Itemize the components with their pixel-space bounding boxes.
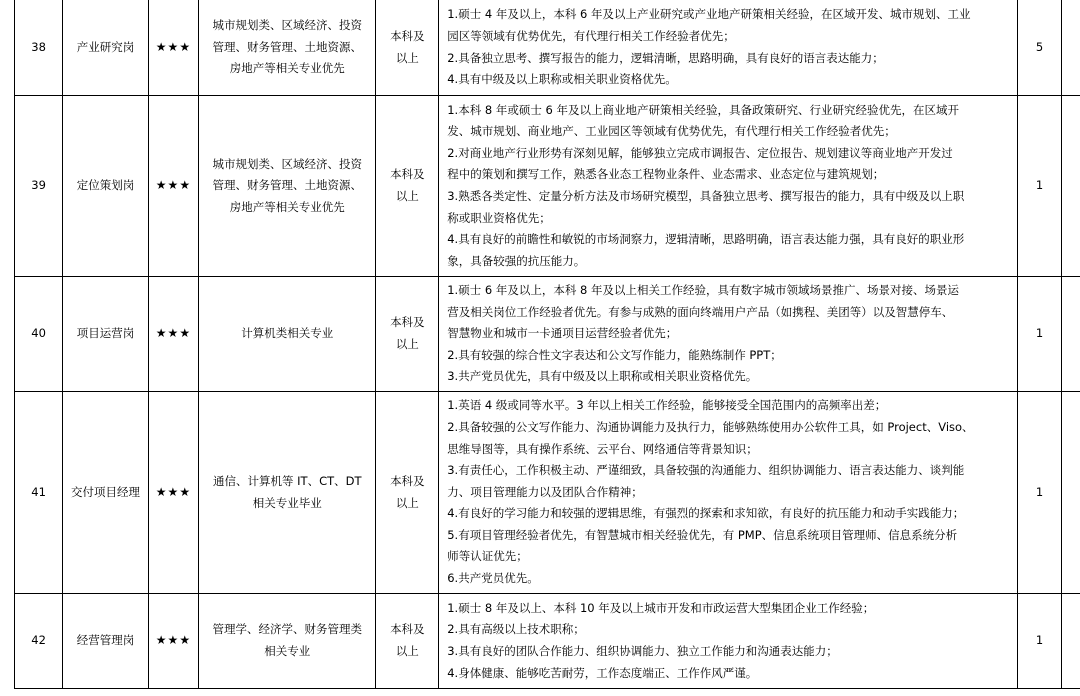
education-cell [376,277,439,392]
headcount: 1 [1017,277,1062,392]
row-number: 39 [15,96,63,277]
requirements-cell [439,277,1017,392]
requirement-line: 营及相关岗位工作经验者优先。有参与成熟的面向终端用户产品（如携程、美团等）以及智慧停车、 [447,304,954,319]
major-line: 房地产等相关专业优先 [229,61,345,76]
major-line: 房地产等相关专业优先 [229,199,345,214]
major-line: 相关专业 [264,644,311,658]
requirements-cell [439,96,1017,277]
headcount: 5 [1017,0,1062,96]
recruitment-table [14,0,1080,689]
row-number: 42 [15,594,63,689]
education-cell [376,0,439,96]
education-line: 本科及 [390,167,425,182]
major-cell [199,277,376,392]
requirement-line: 2.对商业地产行业形势有深刻见解，能够独立完成市调报告、定位报告、规划建议等商业地产开发过 [447,145,953,160]
major-line: 管理、财务管理、土地资源、 [212,178,363,193]
requirement-line: 师等认证优先； [447,549,528,564]
major-line: 管理学、经济学、财务管理类 [212,622,363,637]
requirement-line: 力、项目管理能力以及团队合作精神； [447,484,643,499]
requirement-line: 发、城市规划、商业地产、工业园区等领域有优势优先，有代理行相关工作经验者优先； [447,124,896,139]
position-name: 经营管理岗 [63,594,149,689]
requirement-line: 3.具有良好的团队合作能力、组织协调能力、独立工作能力和沟通表达能力； [447,644,838,658]
headcount: 1 [1017,96,1062,277]
requirement-line: 1.硕士 6 年及以上，本科 8 年及以上相关工作经验，具有数字城市领域场景推广、场景对接、场景运 [447,283,959,298]
education-line: 本科及 [390,622,425,637]
table-row [15,392,1080,594]
education-line: 以上 [395,495,419,510]
requirement-line: 6.共产党员优先。 [447,571,539,586]
requirement-line: 3.有责任心，工作积极主动、严谨细致，具备较强的沟通能力、组织协调能力、语言表达能力、谈判能 [447,463,965,478]
table-row [15,96,1080,277]
requirement-line: 1.硕士 4 年及以上，本科 6 年及以上产业研究或产业地产研策相关经验，在区域开发、城市规划、工业 [447,7,971,22]
requirement-line: 4.身体健康、能够吃苦耐劳，工作态度端正、工作作风严谨。 [447,665,758,680]
requirement-line: 4.具有良好的前瞻性和敏锐的市场洞察力，逻辑清晰，思路明确，语言表达能力强，具有良好的职业形 [447,232,965,247]
major-cell [199,96,376,277]
education-line: 以上 [395,189,419,203]
headcount: 1 [1017,392,1062,594]
major-cell [199,392,376,594]
requirement-line: 2.具有高级以上技术职称； [447,622,585,637]
education-cell [376,96,439,277]
headcount: 1 [1017,594,1062,689]
education-cell [376,594,439,689]
rating-stars: ★★★ [148,96,198,277]
major-cell [199,594,376,689]
requirements-cell [439,594,1017,689]
requirement-line: 1.本科 8 年或硕士 6 年及以上商业地产研策相关经验，具备政策研究、行业研究经验优先，在区域开 [447,102,959,117]
requirements-cell [439,0,1017,96]
major-line: 城市规划类、区域经济、投资 [212,18,363,33]
trailing-column [1062,0,1080,96]
requirement-line: 象，具备较强的抗压能力。 [447,253,586,268]
major-line: 城市规划类、区域经济、投资 [212,156,363,171]
requirements-cell [439,392,1017,594]
requirement-line: 称或职业资格优先； [447,210,551,225]
major-line: 计算机类相关专业 [241,326,334,341]
position-name: 交付项目经理 [63,392,149,594]
requirement-line: 2.具备独立思考、撰写报告的能力，逻辑清晰，思路明确，具有良好的语言表达能力； [447,50,884,65]
position-name: 定位策划岗 [63,96,149,277]
trailing-column [1062,392,1080,594]
education-line: 以上 [395,644,419,658]
major-line: 通信、计算机等 IT、CT、DT [213,473,362,488]
trailing-column [1062,277,1080,392]
education-line: 以上 [395,337,419,351]
requirement-line: 3.熟悉各类定性、定量分析方法及市场研究模型，具备独立思考、撰写报告的能力，具有中级及以上职 [447,189,965,203]
requirement-line: 5.有项目管理经验者优先，有智慧城市相关经验优先，有 PMP、信息系统项目管理师、信息系统分析 [447,527,958,542]
requirement-line: 园区等领域有优势优先，有代理行相关工作经验者优先； [447,28,735,43]
rating-stars: ★★★ [148,0,198,96]
rating-stars: ★★★ [148,392,198,594]
major-line: 相关专业毕业 [252,495,322,510]
table-row [15,594,1080,689]
table-row [15,277,1080,392]
major-line: 管理、财务管理、土地资源、 [212,39,363,54]
requirement-line: 2.具备较强的公文写作能力、沟通协调能力及执行力，能够熟练使用办公软件工具，如 Project、Viso、 [447,419,974,434]
table-row [15,0,1080,96]
education-line: 本科及 [390,473,425,488]
requirement-line: 4.具有中级及以上职称或相关职业资格优先。 [447,72,677,87]
requirement-line: 思维导图等，具有操作系统、云平台、网络通信等背景知识； [447,441,758,456]
requirement-line: 2.具有较强的综合性文字表达和公文写作能力，能熟练制作 PPT； [447,347,782,362]
rating-stars: ★★★ [148,277,198,392]
position-name: 产业研究岗 [63,0,149,96]
major-cell [199,0,376,96]
requirement-line: 1.硕士 8 年及以上、本科 10 年及以上城市开发和市政运营大型集团企业工作经验； [447,600,875,615]
education-line: 以上 [395,50,419,65]
rating-stars: ★★★ [148,594,198,689]
requirement-line: 智慧物业和城市一卡通项目运营经验者优先； [447,326,678,341]
requirement-line: 程中的策划和撰写工作，熟悉各业态工程物业条件、业态需求、业态定位与建筑规划； [447,167,885,182]
requirement-line: 1.英语 4 级或同等水平。3 年以上相关工作经验，能够接受全国范围内的高频率出差； [447,398,887,413]
requirement-line: 3.共产党员优先，具有中级及以上职称或相关职业资格优先。 [447,369,758,384]
position-name: 项目运营岗 [63,277,149,392]
table-body [15,0,1080,689]
trailing-column [1062,594,1080,689]
row-number: 38 [15,0,63,96]
row-number: 40 [15,277,63,392]
education-cell [376,392,439,594]
requirement-line: 4.有良好的学习能力和较强的逻辑思维，有强烈的探索和求知欲，有良好的抗压能力和动手实践能力； [447,506,965,521]
row-number: 41 [15,392,63,594]
education-line: 本科及 [390,28,425,43]
trailing-column [1062,96,1080,277]
education-line: 本科及 [390,315,425,330]
